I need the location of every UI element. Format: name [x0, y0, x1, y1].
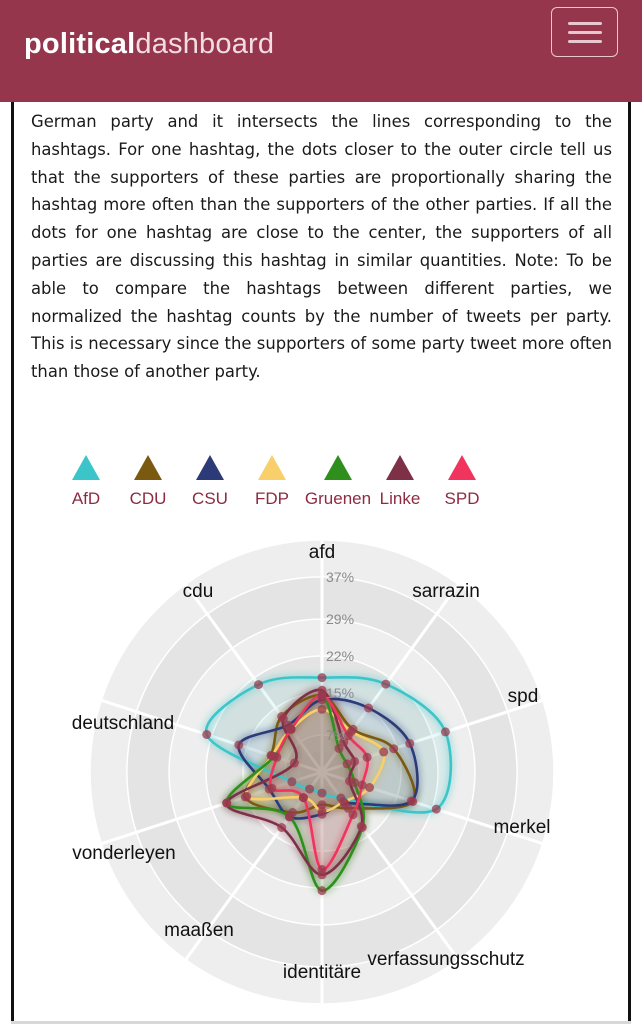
- data-point-afd-afd[interactable]: [318, 673, 327, 682]
- data-point-linke-cdu[interactable]: [279, 714, 288, 723]
- axis-label-maaßen: maaßen: [164, 920, 234, 941]
- triangle-icon: [448, 455, 476, 480]
- axis-label-deutschland: deutschland: [71, 713, 175, 734]
- tick-label: 22%: [326, 648, 355, 664]
- data-point-spd-cdu[interactable]: [287, 725, 296, 734]
- data-point-csu-deutschland[interactable]: [234, 741, 243, 750]
- data-point-spd-deutschland[interactable]: [272, 753, 281, 762]
- data-point-linke-spd[interactable]: [350, 757, 359, 766]
- legend-label: SPD: [444, 489, 480, 508]
- legend-label: FDP: [255, 489, 289, 508]
- axis-label-identitäre: identitäre: [282, 962, 362, 983]
- data-point-afd-spd[interactable]: [441, 727, 450, 736]
- data-point-spd-maaßen[interactable]: [299, 793, 308, 802]
- menu-toggle-button[interactable]: [551, 7, 618, 57]
- data-point-cdu-spd[interactable]: [389, 744, 398, 753]
- tick-label: 29%: [326, 611, 355, 628]
- legend-item-spd[interactable]: [422, 455, 502, 509]
- data-point-afd-vonderleyen[interactable]: [287, 777, 296, 786]
- data-point-linke-vonderleyen[interactable]: [222, 799, 231, 808]
- data-point-fdp-identitäre[interactable]: [318, 807, 327, 816]
- chart-legend: [60, 455, 530, 515]
- triangle-icon: [258, 455, 286, 480]
- data-point-csu-sarrazin[interactable]: [364, 704, 373, 713]
- data-point-csu-merkel[interactable]: [407, 797, 416, 806]
- data-point-afd-identitäre[interactable]: [318, 789, 327, 798]
- axis-label-vonderleyen: vonderleyen: [72, 843, 176, 864]
- brand-logo[interactable]: [24, 28, 274, 61]
- brand-light: dashboard: [135, 28, 275, 60]
- data-point-spd-spd[interactable]: [363, 753, 372, 762]
- legend-label: Linke: [379, 489, 421, 508]
- tick-label: 15%: [326, 684, 355, 701]
- data-point-afd-maaßen[interactable]: [305, 785, 314, 794]
- axis-label-afd: afd: [308, 542, 336, 563]
- data-point-fdp-spd[interactable]: [379, 748, 388, 757]
- axis-label-merkel: merkel: [493, 817, 551, 838]
- axis-label-cdu: cdu: [182, 581, 214, 602]
- hamburger-menu-icon: [568, 22, 602, 49]
- intro-paragraph: German party and it intersects the lines corresponding to the hashtags. For one hashtag, the dots closer to the outer circle tell us that the supporters of these parties are proportionally sharing the hashtag more often than the supporters of the other parties. If all the dots for one hashtag are close to the center, the supporters of all parties are discussing this hashtag in similar quantities. Note: To be able to compare the hashtags between different parties, we normalized the hashtag counts by the number of tweets per party. This is necessary since the supporters of some party tweet more often than those of another party.: [31, 112, 612, 382]
- data-point-linke-maaßen[interactable]: [277, 823, 286, 832]
- data-point-spd-identitäre[interactable]: [318, 865, 327, 874]
- data-point-afd-cdu[interactable]: [254, 680, 263, 689]
- legend-label: CDU: [129, 489, 167, 508]
- navbar: [0, 0, 642, 102]
- data-point-linke-deutschland[interactable]: [290, 759, 299, 768]
- brand-bold: political: [24, 28, 136, 60]
- legend-label: Gruenen: [304, 489, 372, 508]
- tick-label: 37%: [326, 568, 355, 585]
- data-point-fdp-vonderleyen[interactable]: [242, 792, 251, 801]
- legend-label: AfD: [71, 489, 101, 508]
- data-point-fdp-verfassungsschutz[interactable]: [339, 797, 348, 806]
- data-point-spd-merkel[interactable]: [358, 781, 367, 790]
- legend-label: CSU: [192, 489, 228, 508]
- data-point-spd-vonderleyen[interactable]: [267, 784, 276, 793]
- triangle-icon: [324, 455, 352, 480]
- axis-label-spd: spd: [507, 686, 539, 707]
- triangle-icon: [72, 455, 100, 480]
- data-point-linke-merkel[interactable]: [345, 777, 354, 786]
- data-point-afd-merkel[interactable]: [432, 805, 441, 814]
- data-point-csu-spd[interactable]: [405, 739, 414, 748]
- data-point-afd-deutschland[interactable]: [202, 730, 211, 739]
- tick-label: 7%: [326, 727, 347, 744]
- triangle-icon: [386, 455, 414, 480]
- data-point-afd-sarrazin[interactable]: [381, 680, 390, 689]
- data-point-linke-verfassungsschutz[interactable]: [357, 822, 366, 831]
- data-point-gruenen-identitäre[interactable]: [318, 886, 327, 895]
- data-point-spd-verfassungsschutz[interactable]: [349, 810, 358, 819]
- radar-chart: [0, 515, 642, 1024]
- axis-label-sarrazin: sarrazin: [412, 581, 480, 602]
- triangle-icon: [196, 455, 224, 480]
- data-point-fdp-afd[interactable]: [318, 705, 327, 714]
- data-point-gruenen-maaßen[interactable]: [285, 812, 294, 821]
- axis-label-verfassungsschutz: verfassungsschutz: [367, 949, 525, 970]
- triangle-icon: [134, 455, 162, 480]
